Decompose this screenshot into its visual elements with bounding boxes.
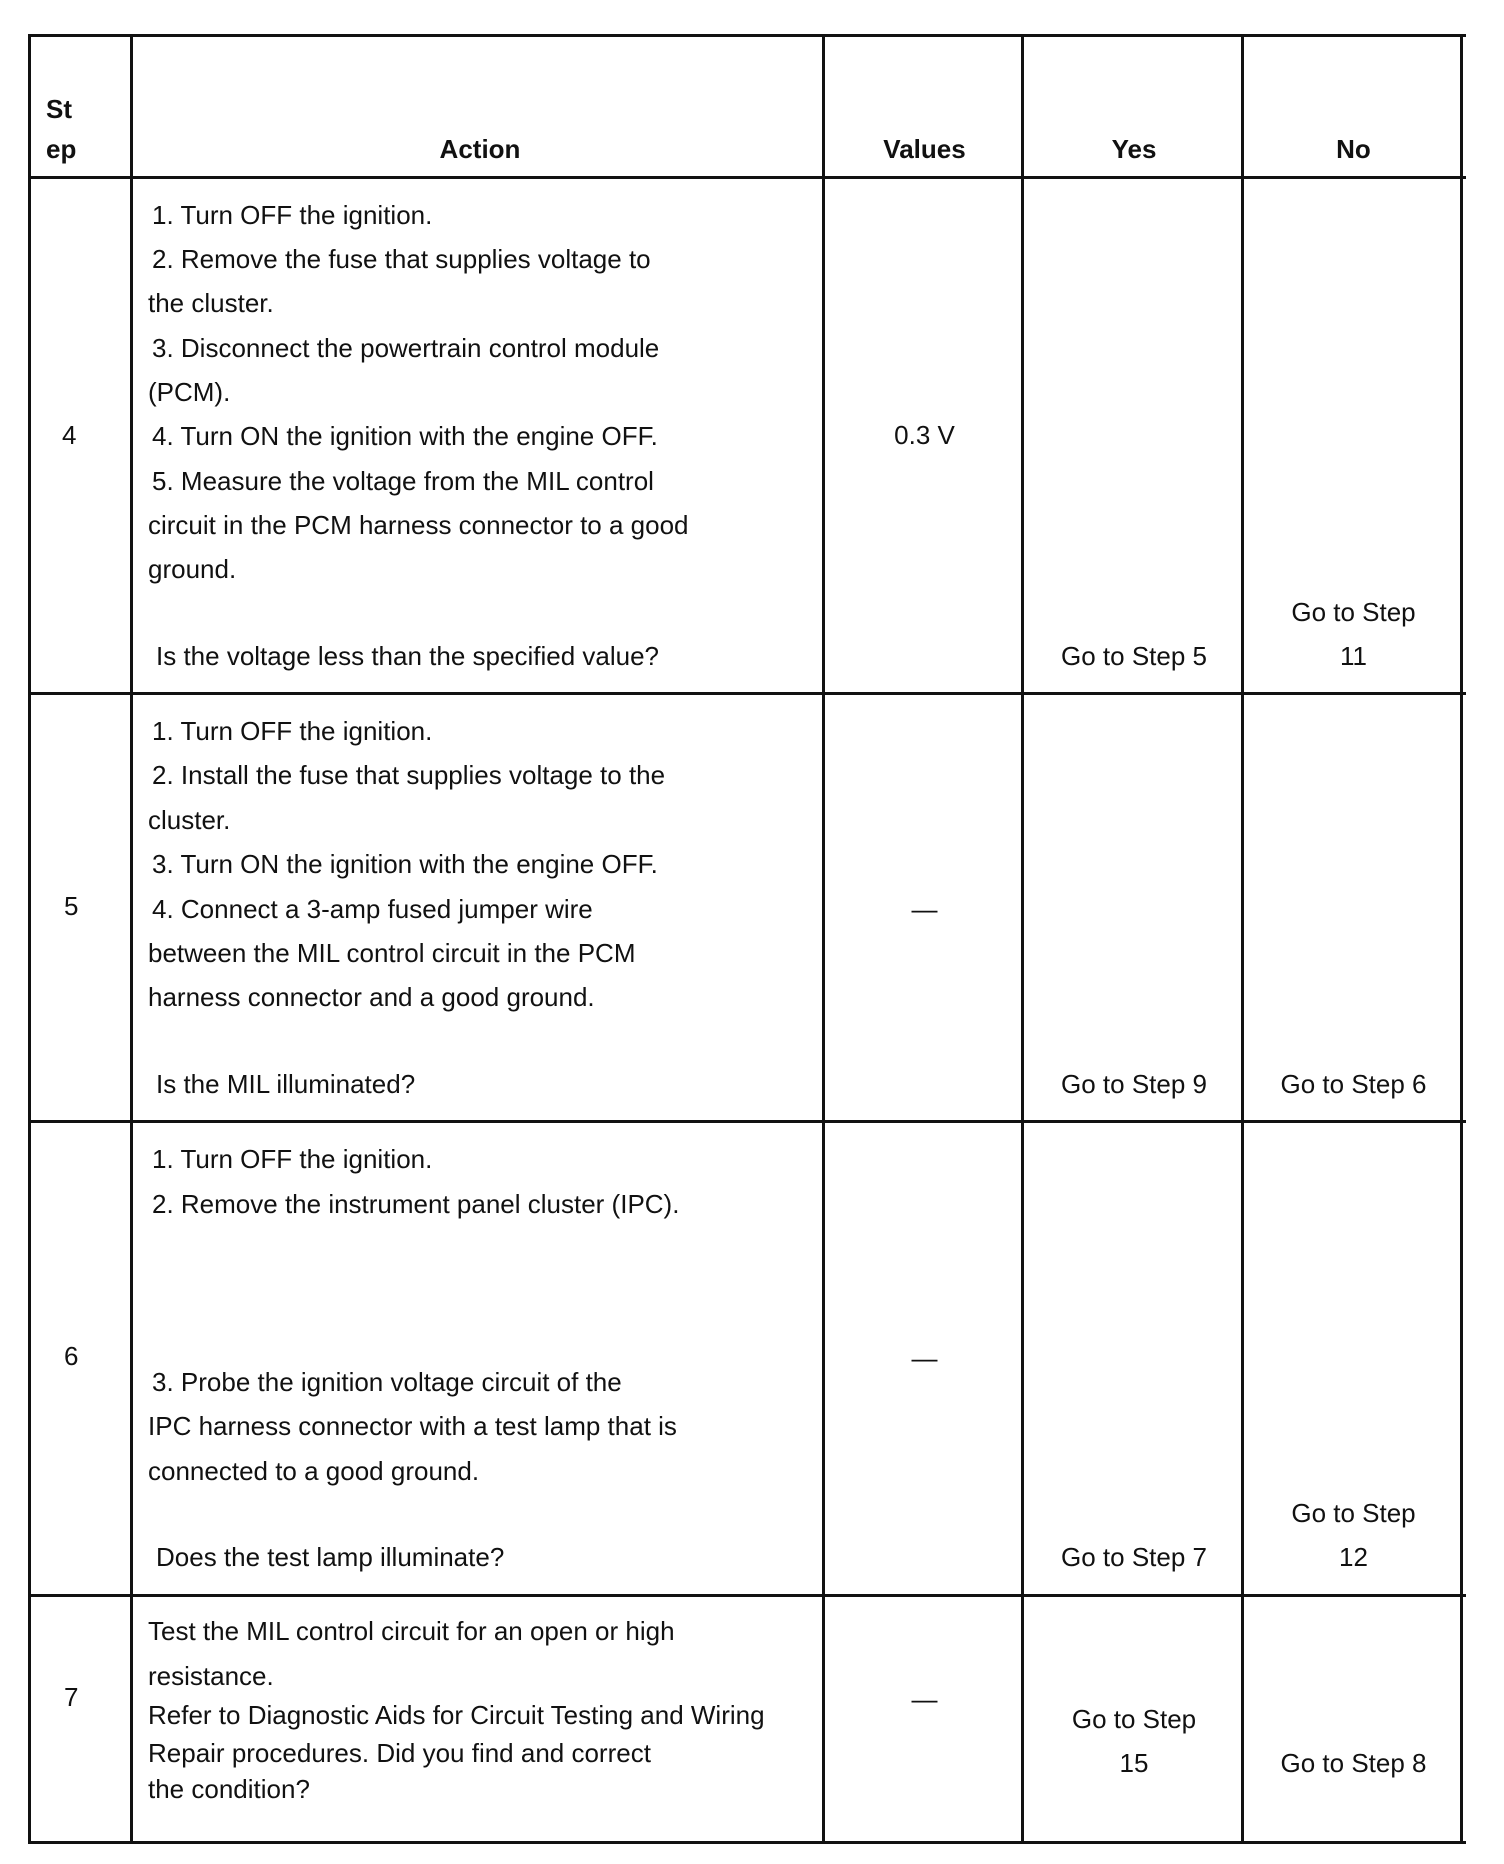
question: Is the voltage less than the specified value? bbox=[156, 641, 659, 671]
action-line: 3. Probe the ignition voltage circuit of the bbox=[152, 1367, 622, 1397]
action-line: 4. Connect a 3-amp fused jumper wire bbox=[152, 894, 593, 924]
action-line: 2. Remove the fuse that supplies voltage to bbox=[152, 244, 651, 274]
action-line: harness connector and a good ground. bbox=[148, 982, 595, 1012]
header-values: Values bbox=[883, 134, 966, 164]
action-line: connected to a good ground. bbox=[148, 1456, 480, 1486]
step-number: 6 bbox=[64, 1341, 79, 1371]
action-line: 1. Turn OFF the ignition. bbox=[152, 1144, 433, 1174]
yes-result: Go to Step 5 bbox=[1061, 641, 1207, 671]
step-number: 4 bbox=[62, 420, 77, 450]
yes-result-line1: Go to Step bbox=[1071, 1704, 1197, 1734]
action-line: Refer to Diagnostic Aids for Circuit Testing and Wiring bbox=[148, 1700, 765, 1730]
table-border-bottom bbox=[28, 1841, 1466, 1844]
no-result: Go to Step 8 bbox=[1280, 1748, 1427, 1778]
action-line: 3. Turn ON the ignition with the engine OFF. bbox=[152, 849, 658, 879]
action-line: IPC harness connector with a test lamp that is bbox=[148, 1411, 677, 1441]
header-action: Action bbox=[439, 134, 521, 164]
no-result: Go to Step 6 bbox=[1280, 1069, 1427, 1099]
no-result-line1: Go to Step bbox=[1291, 1498, 1416, 1528]
column-divider-step bbox=[130, 34, 133, 1844]
yes-result: Go to Step 9 bbox=[1061, 1069, 1207, 1099]
row-divider-4-5 bbox=[28, 692, 1466, 695]
action-line: Test the MIL control circuit for an open or high bbox=[148, 1616, 675, 1646]
no-result-line2: 12 bbox=[1339, 1542, 1368, 1572]
action-line: 2. Remove the instrument panel cluster (IPC). bbox=[152, 1189, 680, 1219]
header-yes: Yes bbox=[1111, 134, 1157, 164]
action-line: 1. Turn OFF the ignition. bbox=[152, 716, 433, 746]
value-dash: — bbox=[911, 894, 938, 924]
step-number: 7 bbox=[64, 1682, 79, 1712]
no-result-line2: 11 bbox=[1340, 641, 1367, 671]
table-border-top bbox=[28, 34, 1466, 37]
value: 0.3 V bbox=[894, 420, 955, 450]
row-divider-5-6 bbox=[28, 1120, 1466, 1123]
yes-result-line2: 15 bbox=[1119, 1748, 1149, 1778]
action-line: Repair procedures. Did you find and correct bbox=[148, 1738, 651, 1768]
value-dash: — bbox=[911, 1684, 938, 1714]
action-line: 5. Measure the voltage from the MIL control bbox=[152, 466, 654, 496]
column-divider-action bbox=[822, 34, 825, 1844]
action-line: cluster. bbox=[148, 805, 231, 835]
action-line: (PCM). bbox=[148, 377, 231, 407]
action-line: the cluster. bbox=[148, 288, 274, 318]
action-line: resistance. bbox=[148, 1661, 274, 1691]
row-divider-6-7 bbox=[28, 1594, 1466, 1597]
question: Does the test lamp illuminate? bbox=[156, 1542, 505, 1572]
action-line: between the MIL control circuit in the PCM bbox=[148, 938, 636, 968]
question: Is the MIL illuminated? bbox=[156, 1069, 416, 1099]
header-no: No bbox=[1336, 134, 1371, 164]
action-line: the condition? bbox=[148, 1774, 310, 1804]
header-step-line1: St bbox=[46, 94, 72, 124]
action-line: circuit in the PCM harness connector to a good bbox=[148, 510, 689, 540]
action-line: ground. bbox=[148, 554, 237, 584]
value-dash: — bbox=[911, 1343, 938, 1373]
yes-result: Go to Step 7 bbox=[1061, 1542, 1207, 1572]
action-line: 3. Disconnect the powertrain control module bbox=[152, 333, 660, 363]
action-line: 2. Install the fuse that supplies voltage to the bbox=[152, 760, 666, 790]
no-result-line1: Go to Step bbox=[1291, 597, 1416, 627]
action-line: 4. Turn ON the ignition with the engine OFF. bbox=[152, 421, 658, 451]
step-number: 5 bbox=[64, 891, 79, 921]
header-divider bbox=[28, 176, 1466, 179]
table-border-left bbox=[28, 34, 31, 1844]
action-line: 1. Turn OFF the ignition. bbox=[152, 200, 433, 230]
header-step-line2: ep bbox=[46, 134, 77, 164]
